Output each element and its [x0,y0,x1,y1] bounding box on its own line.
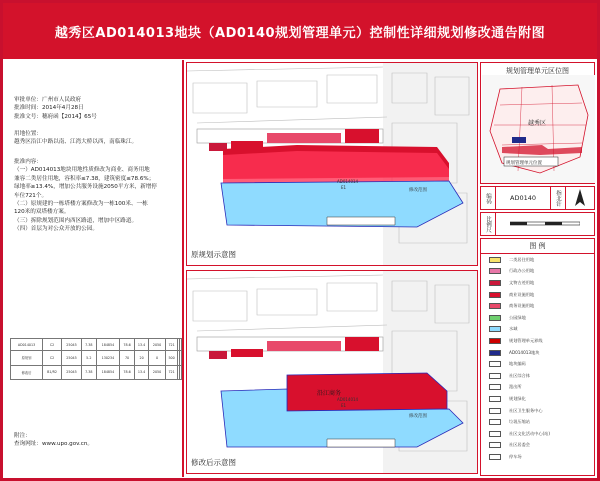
table-cell: 78.6 [120,339,135,351]
table-cell: 184854 [96,339,120,351]
modified-plan-map [186,270,478,474]
location-title: 用地位置： [14,131,42,137]
original-plan-drawing [187,63,478,266]
range-label: 修改范围 [409,188,427,193]
legend-swatch [489,442,501,448]
table-cell [180,365,182,379]
legend-title: 图 例 [481,239,594,254]
legend-label: 文物古迹用地 [509,279,535,285]
table-row [11,339,182,351]
legend-item [481,312,594,324]
legend-swatch [489,257,501,263]
north-label: 指北针 [551,187,566,209]
notes [14,432,176,449]
table-cell: 25045 [61,365,81,379]
legend-item [481,300,594,312]
approval-time: 批准时间：2014年4月28日 [14,105,84,112]
table-cell: 130234 [96,351,120,365]
modified-plan-caption: 修改后示意图 [191,458,236,467]
legend-item [481,393,594,405]
legend-label: 商业设施用地 [509,291,535,297]
table-cell: 13.4 [134,365,149,379]
table-cell: 78.6 [120,365,135,379]
legend-swatch [489,326,501,332]
approval-info [14,96,176,121]
legend-label: 垃圾压缩站 [509,419,530,425]
legend-swatch [489,268,501,274]
table-cell: 2050 [149,365,165,379]
legend-list [481,254,594,463]
plot-code-label: AD014014 [337,179,359,184]
document-title: 越秀区AD014013地块（AD0140规划管理单元）控制性详细规划修改通告附图 [3,3,597,59]
changed-area-label: 沿江商务 [317,390,342,397]
table-cell: 70 [120,351,135,365]
left-info-column [4,60,184,477]
range-label: 修改范围 [409,414,427,419]
original-plan-caption: 原规划示意图 [191,250,236,259]
table-cell: 25045 [61,339,81,351]
code-value: AD0140 [496,187,551,209]
legend-swatch [489,361,501,367]
legend-item [481,347,594,359]
approval-doc: 批准文号：穗府函【2014】65号 [14,113,97,120]
table-cell: 7.38 [82,365,97,379]
content-line: （三）拆除规划范围内西区路道，增加中区路道。 [14,217,138,224]
legend-swatch [489,315,501,321]
table-cell: B1/R2 [43,365,62,379]
code-label: 编码 [481,187,496,209]
legend-item [481,254,594,266]
table-row [11,351,182,365]
legend-label: 规划绿化 [509,395,526,401]
legend-swatch [489,280,501,286]
legend-label: 二类居住用地 [509,256,535,262]
legend-swatch [489,350,501,356]
legend-item [481,428,594,440]
legend-swatch [489,303,501,309]
original-plan-map [186,62,478,266]
table-cell: 原规划 [11,351,43,365]
table-cell [180,339,182,351]
plot-sub-label: E1 [341,185,347,190]
legend-item [481,451,594,463]
legend-swatch [489,373,501,379]
content-title: 批准内容： [14,159,42,165]
legend-item [481,370,594,382]
content-line: 绿地率≥13.4%，增加公共服务设施2050平方米，新增停 [14,184,157,191]
table-cell: 500 [165,351,178,365]
content-line: 车位721个。 [14,192,48,199]
legend-swatch [489,292,501,298]
code-row [480,186,595,210]
table-cell: 721 [165,339,178,351]
modified-plan-drawing [187,271,478,474]
table-cell: AD014013 [11,339,43,351]
legend-box [480,238,595,476]
legend-label: 社区居委会 [509,442,530,448]
plot-code-label: AD014014 [337,397,359,402]
table-cell: C2 [43,351,62,365]
plot-sub-label: E1 [341,403,347,408]
planning-index-table [10,338,182,380]
note-title: 附注： [14,433,31,439]
content-line: （四）首层为对公众开放的公园。 [14,226,98,233]
table-cell: 0 [149,351,165,365]
table-cell: 184854 [96,365,120,379]
table-cell: 7.38 [82,339,97,351]
legend-item [481,440,594,452]
location-text: 越秀区沿江中路以南、江湾大桥以西，南临珠江。 [14,139,138,146]
scale-bar-icon [496,213,594,235]
table-cell: C2 [43,339,62,351]
legend-label: 社区文化活动中心(站) [509,430,550,436]
table-row [11,365,182,379]
legend-label: AD014013地块 [509,349,540,355]
table-cell: 2050 [149,339,165,351]
legend-swatch [489,408,501,414]
table-cell: 721 [165,365,178,379]
query-site: 查询网址：www.upo.gov.cn。 [14,441,93,448]
legend-label: 规划管理单元界线 [509,337,543,343]
right-column [480,62,595,476]
legend-swatch [489,454,501,460]
location-map-box [480,62,595,184]
legend-swatch [489,419,501,425]
map-area [186,62,478,476]
legend-item [481,358,594,370]
legend-label: 水域 [509,326,518,332]
legend-item [481,382,594,394]
scale-row [480,212,595,236]
legend-swatch [489,431,501,437]
legend-item [481,289,594,301]
table-cell [180,351,182,365]
approval-unit: 审批单位：广州市人民政府 [14,97,82,103]
table-cell: 25045 [61,351,81,365]
legend-label: 地块编码 [509,361,526,367]
legend-swatch [489,396,501,402]
content-line: 120米的双塔楼方案。 [14,209,70,216]
table-cell: 20 [134,351,149,365]
table-cell: 修改后 [11,365,43,379]
legend-label: 社区综合体 [509,372,530,378]
scale-label: 比例尺 [481,213,496,235]
legend-item [481,416,594,428]
location-map-title: 规划管理单元区位图 [506,67,569,75]
legend-label: 公园绿地 [509,314,526,320]
legend-swatch [489,338,501,344]
legend-swatch [489,384,501,390]
table-cell: 5.2 [82,351,97,365]
legend-item [481,266,594,278]
north-arrow-icon [566,187,594,209]
legend-label: 行政办公用地 [509,268,535,274]
legend-item [481,405,594,417]
content-info [14,158,176,234]
legend-item [481,277,594,289]
legend-label: 派出所 [509,384,522,390]
district-label: 越秀区 [528,120,547,127]
unit-location-label: 规划管理单元位置 [506,161,542,166]
legend-label: 商务设施用地 [509,303,535,309]
content-line: （二）原规建的一栋塔楼方案修改为一栋100米、一栋 [14,201,148,208]
table-cell: 13.4 [134,339,149,351]
legend-label: 社区卫生服务中心 [509,407,543,413]
legend-item [481,324,594,336]
location-map [482,75,595,183]
location-info [14,130,176,147]
content-line: （一）AD014013地块用地性质修改为商业、商务用地 [14,167,150,174]
legend-item [481,335,594,347]
legend-label: 停车场 [509,453,522,459]
content-line: 兼容二类居住用地，容积率≤7.38，建筑密度≤78.6%； [14,175,155,182]
